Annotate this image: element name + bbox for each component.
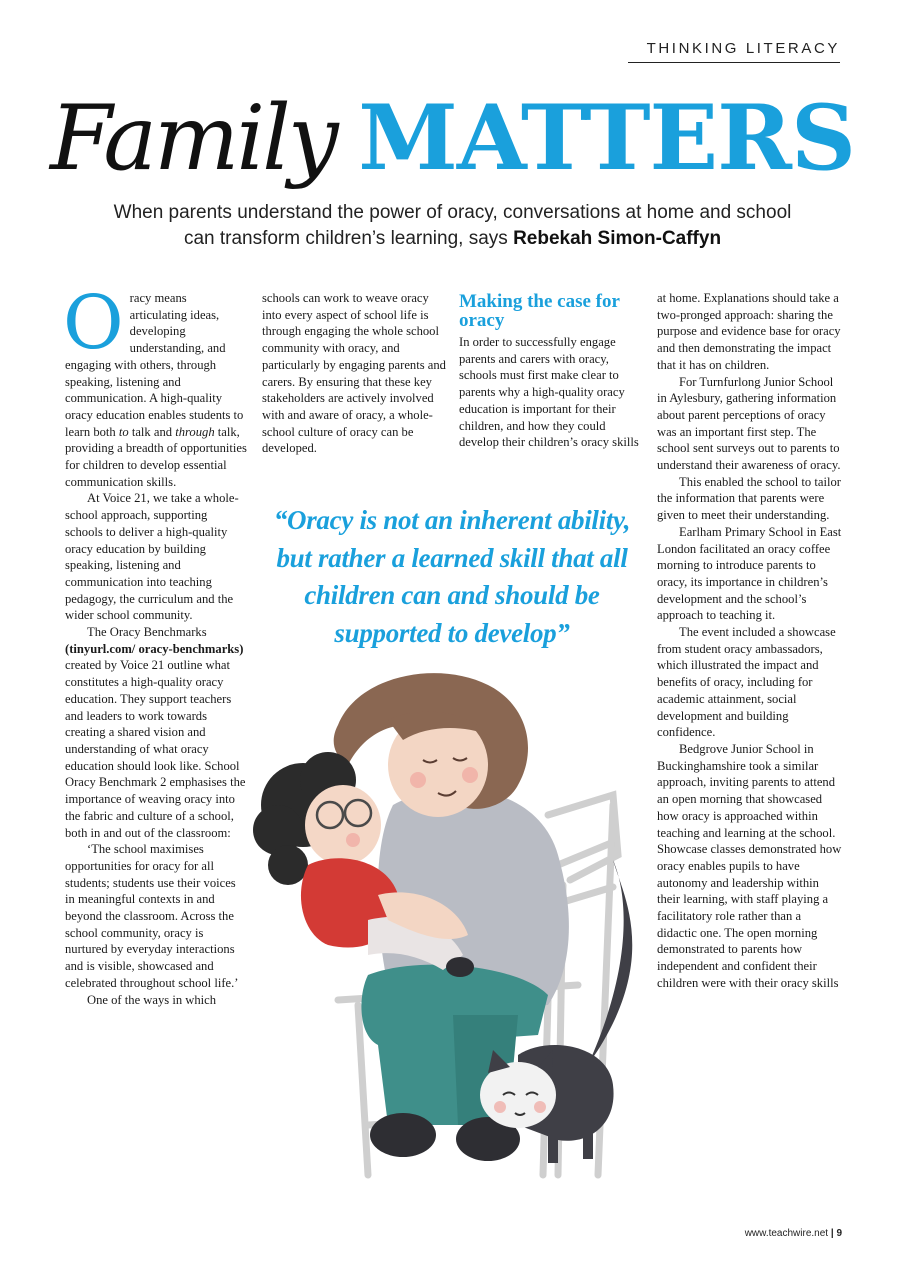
subheading: Making the case for oracy [459,291,620,331]
website-url[interactable]: www.teachwire.net [744,1228,829,1239]
col1-paragraph-1: Oracy means articulating ideas, developing understanding, and engaging with others, through speaking, listening and communication. A high-quality oracy education enables students to learn both to talk and through talk, providing a breadth of opportunities for children to develop essential communication skills. [63,280,247,489]
headline-part2: MATTERS [358,85,855,191]
col3-paragraph-1: In order to successfully engage parents and carers with oracy, schools must first make clear to parents why a high-quality oracy education is important for their children, and how they could develop their children’s oracy skills [459,335,639,450]
page-folio: www.teachwire.net | 9 [744,1228,842,1239]
headline [0,85,905,191]
article-column-2 [262,290,446,457]
section-label: THINKING LITERACY [628,40,840,63]
col1-paragraph-4: ‘The school maximises opportunities for oracy for all students; students use their voices in meaningful contexts in and beyond the classroom. Across the school community, oracy is nurtured by everyday interactions and is visible, showcased and celebrated throughout school life.’ [65,842,239,990]
col1-paragraph-5: One of the ways in which [87,992,217,1007]
col4-paragraph-5: The event included a showcase from student oracy ambassadors, which illustrated the impact and benefits of oracy, including for academic attainment, social development and building confidence. [657,625,836,740]
illustration-mother-child [218,655,658,1215]
col4-paragraph-3: This enabled the school to tailor the information that parents were given to meet their understanding. [657,474,841,523]
child-face [305,785,381,865]
col4-paragraph-6: Bedgrove Junior School in Buckinghamshire took a similar approach, inviting parents to attend an open morning that showcased how oracy is approached within teaching and learning at the school. Showcase classes demonstrated how oracy enables pupils to have autonomy and leadership within their learning, with staff playing a facilitatory role rather than a didactic one. The open morning demonstrated to parents how independent and confident their children were with their oracy skills [657,741,842,990]
article-column-3 [459,292,645,451]
standfirst-line2: can transform children’s learning, says [183,228,508,249]
pull-quote: “Oracy is not an inherent ability, but rather a learned skill that all children can and should be supported to develop” [273,505,631,648]
col4-paragraph-2: For Turnfurlong Junior School in Aylesbury, gathering information about parent perceptions of oracy was an important first step. The school sent surveys out to parents to understand their awareness of oracy. [657,374,841,473]
headline-part1: Family [50,86,336,191]
article-column-4 [657,290,843,992]
author-name: Rebekah Simon-Caffyn [513,228,722,249]
col4-paragraph-1: at home. Explanations should take a two-pronged approach: sharing the purpose and evidence base for oracy and then demonstrating the impact that it has on children. [657,291,841,372]
standfirst-line1: When parents understand the power of oracy, conversations at home and school [113,202,792,223]
page-number: 9 [836,1228,842,1239]
col1-paragraph-3: The Oracy Benchmarks (tinyurl.com/ oracy-benchmarks) created by Voice 21 outline what constitutes a high-quality oracy education. They support teachers and leaders to work towards creating a shared vision and understanding of what oracy education should look like. School Oracy Benchmark 2 emphasises the importance of weaving oracy into the fabric and culture of a school, both in and out of the classroom: [65,625,246,840]
standfirst [40,200,865,252]
benchmarks-link[interactable]: (tinyurl.com/ oracy-benchmarks) [65,641,244,656]
drop-cap: O [63,280,124,366]
col2-paragraph-1: schools can work to weave oracy into every aspect of school life is through engaging the whole school community with oracy, and particularly by engaging parents and carers. By ensuring that these key stakeholders are actively involved with and aware of oracy, a whole-school culture of oracy can be developed. [262,291,446,456]
col1-paragraph-2: At Voice 21, we take a whole-school approach, supporting schools to deliver a high-quality oracy education by building speaking, listening and communication into teaching pedagogy, the curriculum and the wider school community. [65,491,239,623]
mother-boot-left [370,1113,436,1157]
col4-paragraph-4: Earlham Primary School in East London facilitated an oracy coffee morning to introduce parents to oracy, its importance in children’s development and the school’s approach to teaching it. [657,524,842,623]
